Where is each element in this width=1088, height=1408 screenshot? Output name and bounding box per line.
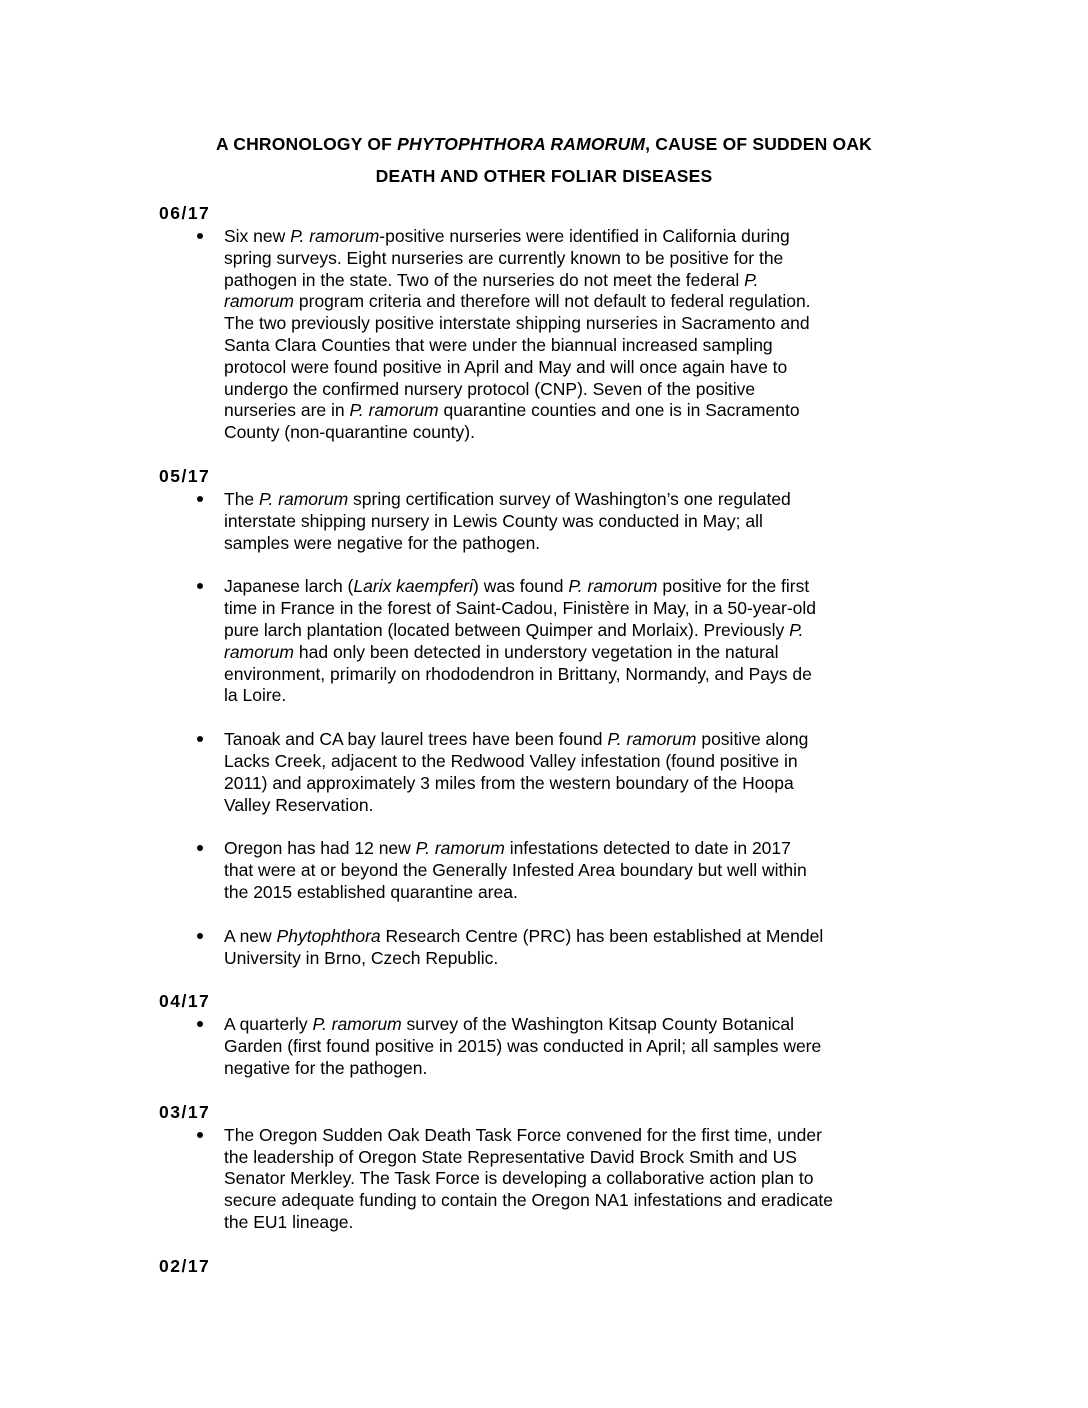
text-line	[224, 1212, 939, 1234]
section-date: 04/17	[159, 991, 211, 1012]
bullet-list	[159, 1014, 939, 1079]
text-run: Valley Reservation.	[224, 794, 374, 815]
section-date: 03/17	[159, 1101, 211, 1122]
text-run: pathogen in the state. Two of the nurseries do not meet the federal	[224, 269, 745, 290]
text-line	[224, 511, 939, 533]
text-run: negative for the pathogen.	[224, 1057, 428, 1078]
text-run: protocol were found positive in April and May and will once again have to	[224, 356, 788, 377]
text-line	[224, 1125, 939, 1147]
italic-term: Larix kaempferi	[353, 576, 474, 597]
text-run: samples were negative for the pathogen.	[224, 532, 541, 553]
text-run: time in France in the forest of Saint-Cadou, Finistère in May, in a 50-year-old	[224, 598, 817, 619]
text-line	[224, 422, 939, 444]
text-run: Tanoak and CA bay laurel trees have been found	[224, 729, 608, 750]
italic-term: P. ramorum	[259, 488, 349, 509]
text-line	[224, 248, 939, 270]
text-run: program criteria and therefore will not default to federal regulation.	[294, 291, 811, 312]
text-line	[224, 576, 939, 598]
text-run: survey of the Washington Kitsap County Botanical	[401, 1014, 795, 1035]
text-run: County (non-quarantine county).	[224, 422, 475, 443]
italic-term: ramorum	[224, 291, 295, 312]
text-run: Six new	[224, 226, 291, 246]
text-run: infestations detected to date in 2017	[504, 838, 791, 859]
section-date: 02/17	[159, 1255, 211, 1276]
bullet-item	[159, 576, 939, 707]
text-run: The two previously positive interstate shipping nurseries in Sacramento and	[224, 313, 810, 334]
text-run: environment, primarily on rhododendron in Brittany, Normandy, and Pays de	[224, 663, 812, 684]
italic-term: P. ramorum	[349, 400, 439, 421]
text-line	[224, 598, 939, 620]
text-line	[224, 795, 939, 817]
text-run: spring surveys. Eight nurseries are currently known to be positive for the	[224, 247, 784, 268]
text-run: positive along	[696, 729, 809, 750]
bullet-dot-icon	[197, 583, 203, 589]
section-date: 05/17	[159, 465, 211, 486]
bullet-dot-icon	[197, 845, 203, 851]
text-run: The	[224, 488, 260, 509]
bullet-item	[159, 926, 939, 970]
text-run: positive for the first	[657, 576, 810, 597]
text-run: interstate shipping nursery in Lewis County was conducted in May; all	[224, 510, 763, 531]
text-run: Oregon has had 12 new	[224, 838, 416, 859]
text-run: secure adequate funding to contain the Oregon NA1 infestations and eradicate	[224, 1190, 834, 1211]
text-run: nurseries are in	[224, 400, 350, 421]
bullet-list	[159, 226, 939, 444]
text-line	[224, 533, 939, 555]
text-line	[224, 664, 939, 686]
text-line	[224, 1168, 939, 1190]
text-line	[224, 948, 939, 970]
text-line	[224, 379, 939, 401]
text-line	[224, 751, 939, 773]
text-line	[224, 291, 939, 313]
italic-term: P.	[789, 619, 804, 640]
text-run: -positive nurseries were identified in California during	[379, 226, 790, 246]
bullet-item	[159, 1014, 939, 1079]
section-date: 06/17	[159, 203, 211, 223]
chronology-section	[159, 1099, 939, 1234]
bullet-item	[159, 838, 939, 903]
text-run: the leadership of Oregon State Representative David Brock Smith and US	[224, 1146, 797, 1167]
text-run: quarantine counties and one is in Sacramento	[438, 400, 800, 421]
italic-term: P. ramorum	[290, 226, 380, 246]
text-line	[224, 1036, 939, 1058]
text-line	[224, 882, 939, 904]
text-line	[224, 1147, 939, 1169]
chronology-content	[159, 200, 939, 1279]
text-run: Lacks Creek, adjacent to the Redwood Valley infestation (found positive in	[224, 750, 798, 771]
title-line-1	[160, 128, 928, 160]
italic-term: P. ramorum	[568, 576, 658, 597]
bullet-dot-icon	[197, 233, 203, 239]
text-run: The Oregon Sudden Oak Death Task Force convened for the first time, under	[224, 1124, 822, 1145]
text-run: la Loire.	[224, 685, 287, 706]
text-line	[224, 642, 939, 664]
italic-term: Phytophthora	[276, 925, 381, 946]
chronology-section	[159, 988, 939, 1079]
text-line	[224, 685, 939, 707]
text-run: the 2015 established quarantine area.	[224, 881, 518, 902]
italic-term: P. ramorum	[607, 729, 697, 750]
title-line-2: DEATH AND OTHER FOLIAR DISEASES	[375, 166, 713, 186]
title-suffix: , CAUSE OF SUDDEN OAK	[645, 134, 872, 154]
text-line	[224, 1058, 939, 1080]
text-run: pure larch plantation (located between Quimper and Morlaix). Previously	[224, 619, 790, 640]
italic-term: P. ramorum	[312, 1014, 402, 1035]
bullet-dot-icon	[197, 1132, 203, 1138]
text-line	[224, 400, 939, 422]
italic-term: P.	[744, 269, 759, 290]
text-run: 2011) and approximately 3 miles from the western boundary of the Hoopa	[224, 772, 794, 793]
bullet-item	[159, 729, 939, 816]
chronology-section	[159, 1253, 939, 1279]
text-line	[224, 926, 939, 948]
bullet-item	[159, 226, 939, 444]
bullet-dot-icon	[197, 736, 203, 742]
text-run: ) was found	[473, 576, 569, 597]
text-run: Japanese larch (	[224, 576, 354, 597]
bullet-dot-icon	[197, 496, 203, 502]
bullet-item	[159, 489, 939, 554]
text-run: A quarterly	[224, 1014, 313, 1035]
text-run: spring certification survey of Washington’s one regulated	[348, 488, 791, 509]
bullet-dot-icon	[197, 933, 203, 939]
text-run: had only been detected in understory vegetation in the natural	[294, 641, 779, 662]
text-run: the EU1 lineage.	[224, 1211, 354, 1232]
document-title	[160, 128, 928, 192]
bullet-list	[159, 489, 939, 969]
text-line	[224, 357, 939, 379]
text-run: Senator Merkley. The Task Force is developing a collaborative action plan to	[224, 1168, 814, 1189]
italic-term: P. ramorum	[415, 838, 505, 859]
text-line	[224, 860, 939, 882]
text-line	[224, 226, 939, 248]
text-run: that were at or beyond the Generally Infested Area boundary but well within	[224, 860, 807, 881]
text-line	[224, 270, 939, 292]
text-run: undergo the confirmed nursery protocol (CNP). Seven of the positive	[224, 378, 756, 399]
bullet-list	[159, 1125, 939, 1234]
italic-term: ramorum	[224, 641, 295, 662]
text-line	[224, 729, 939, 751]
text-run: University in Brno, Czech Republic.	[224, 947, 499, 968]
title-italic-species: PHYTOPHTHORA RAMORUM	[397, 134, 646, 154]
text-line	[224, 313, 939, 335]
text-run: Santa Clara Counties that were under the biannual increased sampling	[224, 334, 773, 355]
text-run: A new	[224, 925, 277, 946]
text-line	[224, 620, 939, 642]
title-prefix: A CHRONOLOGY OF	[215, 134, 398, 154]
text-run: Research Centre (PRC) has been established at Mendel	[380, 925, 824, 946]
chronology-section	[159, 463, 939, 969]
text-line	[224, 335, 939, 357]
text-run: Garden (first found positive in 2015) was conducted in April; all samples were	[224, 1036, 822, 1057]
bullet-item	[159, 1125, 939, 1234]
bullet-dot-icon	[197, 1021, 203, 1027]
text-line	[224, 1014, 939, 1036]
text-line	[224, 838, 939, 860]
text-line	[224, 773, 939, 795]
text-line	[224, 489, 939, 511]
chronology-section	[159, 200, 939, 444]
text-line	[224, 1190, 939, 1212]
